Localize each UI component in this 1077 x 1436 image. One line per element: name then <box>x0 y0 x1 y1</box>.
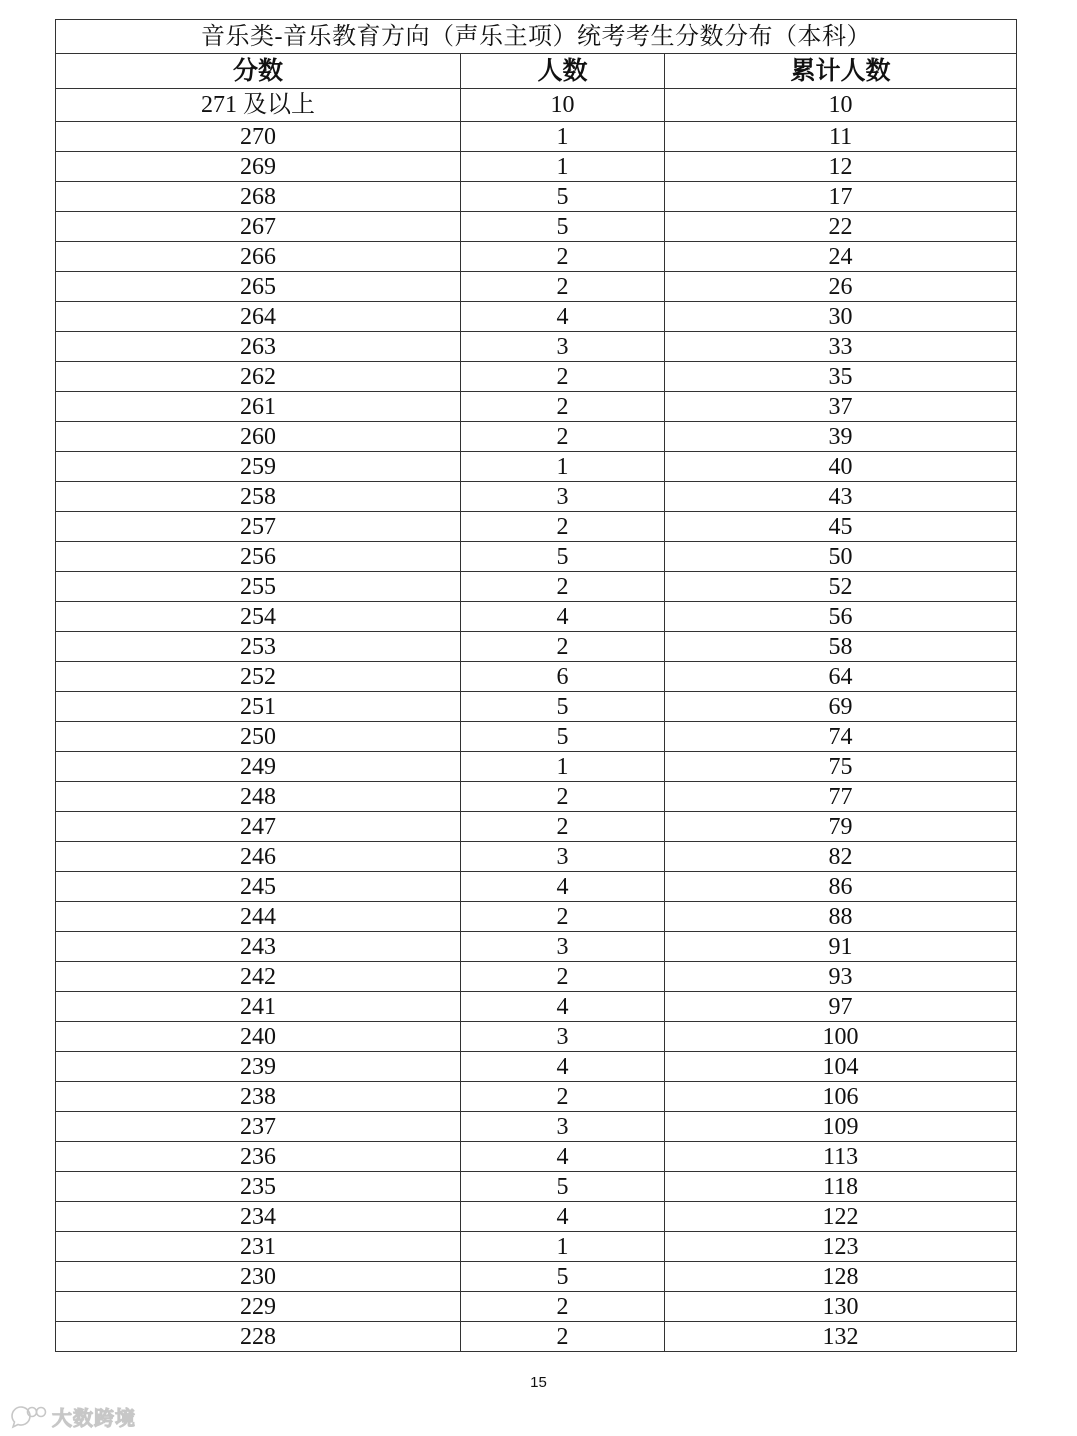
cell-cumulative: 128 <box>665 1262 1017 1292</box>
table-row <box>56 272 1017 302</box>
table-row <box>56 932 1017 962</box>
cell-cumulative: 100 <box>665 1022 1017 1052</box>
cell-count: 5 <box>461 722 665 752</box>
table-row <box>56 1292 1017 1322</box>
table-row <box>56 1082 1017 1112</box>
table-row <box>56 122 1017 152</box>
cell-count: 2 <box>461 812 665 842</box>
cell-cumulative: 93 <box>665 962 1017 992</box>
table-row <box>56 602 1017 632</box>
table-row <box>56 152 1017 182</box>
cell-score: 235 <box>56 1172 461 1202</box>
cell-score: 271 及以上 <box>56 89 461 122</box>
cell-cumulative: 104 <box>665 1052 1017 1082</box>
cell-cumulative: 88 <box>665 902 1017 932</box>
table-row <box>56 1112 1017 1142</box>
cell-count: 2 <box>461 422 665 452</box>
cell-score: 238 <box>56 1082 461 1112</box>
table-row <box>56 782 1017 812</box>
cell-cumulative: 50 <box>665 542 1017 572</box>
table-row <box>56 362 1017 392</box>
cell-cumulative: 74 <box>665 722 1017 752</box>
cell-cumulative: 37 <box>665 392 1017 422</box>
table-row <box>56 632 1017 662</box>
cell-cumulative: 39 <box>665 422 1017 452</box>
cell-count: 5 <box>461 1172 665 1202</box>
cell-score: 231 <box>56 1232 461 1262</box>
cell-score: 260 <box>56 422 461 452</box>
cell-score: 249 <box>56 752 461 782</box>
cell-cumulative: 10 <box>665 89 1017 122</box>
cell-count: 2 <box>461 392 665 422</box>
cell-cumulative: 79 <box>665 812 1017 842</box>
cell-score: 240 <box>56 1022 461 1052</box>
table-row <box>56 1052 1017 1082</box>
cell-count: 6 <box>461 662 665 692</box>
header-count: 人数 <box>461 54 665 89</box>
cell-cumulative: 130 <box>665 1292 1017 1322</box>
cell-score: 264 <box>56 302 461 332</box>
page-number: 15 <box>530 1374 547 1391</box>
table-row <box>56 842 1017 872</box>
cell-score: 259 <box>56 452 461 482</box>
table-row <box>56 572 1017 602</box>
cell-count: 2 <box>461 902 665 932</box>
cell-cumulative: 69 <box>665 692 1017 722</box>
cell-cumulative: 75 <box>665 752 1017 782</box>
cell-cumulative: 26 <box>665 272 1017 302</box>
cell-count: 3 <box>461 1022 665 1052</box>
cell-cumulative: 109 <box>665 1112 1017 1142</box>
speech-bubble-logo-icon <box>8 1403 48 1429</box>
table-row <box>56 1322 1017 1352</box>
cell-score: 243 <box>56 932 461 962</box>
cell-cumulative: 33 <box>665 332 1017 362</box>
cell-count: 2 <box>461 512 665 542</box>
cell-score: 251 <box>56 692 461 722</box>
table-row <box>56 512 1017 542</box>
table-row <box>56 422 1017 452</box>
cell-count: 2 <box>461 572 665 602</box>
cell-score: 270 <box>56 122 461 152</box>
table-row <box>56 902 1017 932</box>
cell-count: 2 <box>461 962 665 992</box>
cell-score: 237 <box>56 1112 461 1142</box>
table-row <box>56 392 1017 422</box>
cell-score: 258 <box>56 482 461 512</box>
cell-cumulative: 11 <box>665 122 1017 152</box>
score-distribution-table <box>55 19 1017 1352</box>
table-row <box>56 662 1017 692</box>
cell-score: 262 <box>56 362 461 392</box>
header-cumulative: 累计人数 <box>665 54 1017 89</box>
cell-count: 2 <box>461 1322 665 1352</box>
table-row <box>56 452 1017 482</box>
cell-count: 2 <box>461 1292 665 1322</box>
table-row <box>56 212 1017 242</box>
cell-count: 5 <box>461 692 665 722</box>
watermark <box>8 1402 136 1430</box>
cell-score: 268 <box>56 182 461 212</box>
cell-count: 4 <box>461 302 665 332</box>
cell-count: 2 <box>461 782 665 812</box>
cell-score: 253 <box>56 632 461 662</box>
cell-score: 241 <box>56 992 461 1022</box>
cell-cumulative: 106 <box>665 1082 1017 1112</box>
cell-score: 228 <box>56 1322 461 1352</box>
cell-score: 250 <box>56 722 461 752</box>
cell-cumulative: 35 <box>665 362 1017 392</box>
cell-score: 257 <box>56 512 461 542</box>
table-row <box>56 692 1017 722</box>
table-row <box>56 752 1017 782</box>
cell-count: 1 <box>461 752 665 782</box>
cell-score: 234 <box>56 1202 461 1232</box>
cell-cumulative: 40 <box>665 452 1017 482</box>
cell-count: 1 <box>461 452 665 482</box>
cell-score: 239 <box>56 1052 461 1082</box>
cell-count: 1 <box>461 1232 665 1262</box>
table-row <box>56 242 1017 272</box>
cell-cumulative: 30 <box>665 302 1017 332</box>
cell-count: 3 <box>461 482 665 512</box>
cell-score: 254 <box>56 602 461 632</box>
cell-cumulative: 17 <box>665 182 1017 212</box>
cell-cumulative: 12 <box>665 152 1017 182</box>
cell-count: 4 <box>461 1202 665 1232</box>
table-row <box>56 302 1017 332</box>
cell-score: 267 <box>56 212 461 242</box>
cell-count: 5 <box>461 1262 665 1292</box>
table-row <box>56 1202 1017 1232</box>
cell-score: 256 <box>56 542 461 572</box>
table-row <box>56 812 1017 842</box>
table-row <box>56 1142 1017 1172</box>
cell-score: 246 <box>56 842 461 872</box>
cell-count: 1 <box>461 152 665 182</box>
cell-cumulative: 64 <box>665 662 1017 692</box>
table-row <box>56 1172 1017 1202</box>
cell-count: 2 <box>461 242 665 272</box>
cell-count: 2 <box>461 362 665 392</box>
table-row <box>56 1022 1017 1052</box>
cell-score: 242 <box>56 962 461 992</box>
cell-score: 229 <box>56 1292 461 1322</box>
table-row <box>56 992 1017 1022</box>
cell-cumulative: 45 <box>665 512 1017 542</box>
table-row <box>56 182 1017 212</box>
table-row <box>56 1232 1017 1262</box>
cell-count: 4 <box>461 1142 665 1172</box>
table-row <box>56 962 1017 992</box>
cell-score: 265 <box>56 272 461 302</box>
cell-count: 4 <box>461 872 665 902</box>
cell-cumulative: 122 <box>665 1202 1017 1232</box>
watermark-text: 大数跨境 <box>52 1407 136 1430</box>
cell-count: 4 <box>461 602 665 632</box>
cell-count: 2 <box>461 1082 665 1112</box>
cell-cumulative: 56 <box>665 602 1017 632</box>
cell-score: 230 <box>56 1262 461 1292</box>
table-row <box>56 722 1017 752</box>
cell-score: 252 <box>56 662 461 692</box>
table-row <box>56 89 1017 122</box>
cell-score: 266 <box>56 242 461 272</box>
cell-cumulative: 82 <box>665 842 1017 872</box>
cell-cumulative: 86 <box>665 872 1017 902</box>
cell-score: 255 <box>56 572 461 602</box>
cell-score: 245 <box>56 872 461 902</box>
cell-cumulative: 123 <box>665 1232 1017 1262</box>
cell-cumulative: 58 <box>665 632 1017 662</box>
cell-score: 248 <box>56 782 461 812</box>
cell-count: 10 <box>461 89 665 122</box>
cell-count: 2 <box>461 632 665 662</box>
cell-cumulative: 77 <box>665 782 1017 812</box>
table-row <box>56 332 1017 362</box>
cell-count: 5 <box>461 182 665 212</box>
cell-cumulative: 132 <box>665 1322 1017 1352</box>
cell-count: 3 <box>461 932 665 962</box>
header-score: 分数 <box>56 54 461 89</box>
cell-cumulative: 97 <box>665 992 1017 1022</box>
cell-score: 236 <box>56 1142 461 1172</box>
table-row <box>56 542 1017 572</box>
cell-count: 4 <box>461 992 665 1022</box>
cell-cumulative: 91 <box>665 932 1017 962</box>
cell-count: 4 <box>461 1052 665 1082</box>
cell-count: 5 <box>461 542 665 572</box>
cell-cumulative: 113 <box>665 1142 1017 1172</box>
table-title: 音乐类-音乐教育方向（声乐主项）统考考生分数分布（本科） <box>56 20 1017 54</box>
cell-count: 3 <box>461 332 665 362</box>
cell-count: 2 <box>461 272 665 302</box>
cell-cumulative: 22 <box>665 212 1017 242</box>
table-row <box>56 482 1017 512</box>
cell-cumulative: 52 <box>665 572 1017 602</box>
table-body <box>56 89 1017 1352</box>
table-row <box>56 1262 1017 1292</box>
cell-cumulative: 118 <box>665 1172 1017 1202</box>
cell-score: 261 <box>56 392 461 422</box>
cell-score: 244 <box>56 902 461 932</box>
cell-cumulative: 24 <box>665 242 1017 272</box>
cell-count: 3 <box>461 1112 665 1142</box>
cell-score: 269 <box>56 152 461 182</box>
table-row <box>56 872 1017 902</box>
cell-cumulative: 43 <box>665 482 1017 512</box>
cell-count: 5 <box>461 212 665 242</box>
cell-score: 263 <box>56 332 461 362</box>
cell-score: 247 <box>56 812 461 842</box>
cell-count: 1 <box>461 122 665 152</box>
cell-count: 3 <box>461 842 665 872</box>
